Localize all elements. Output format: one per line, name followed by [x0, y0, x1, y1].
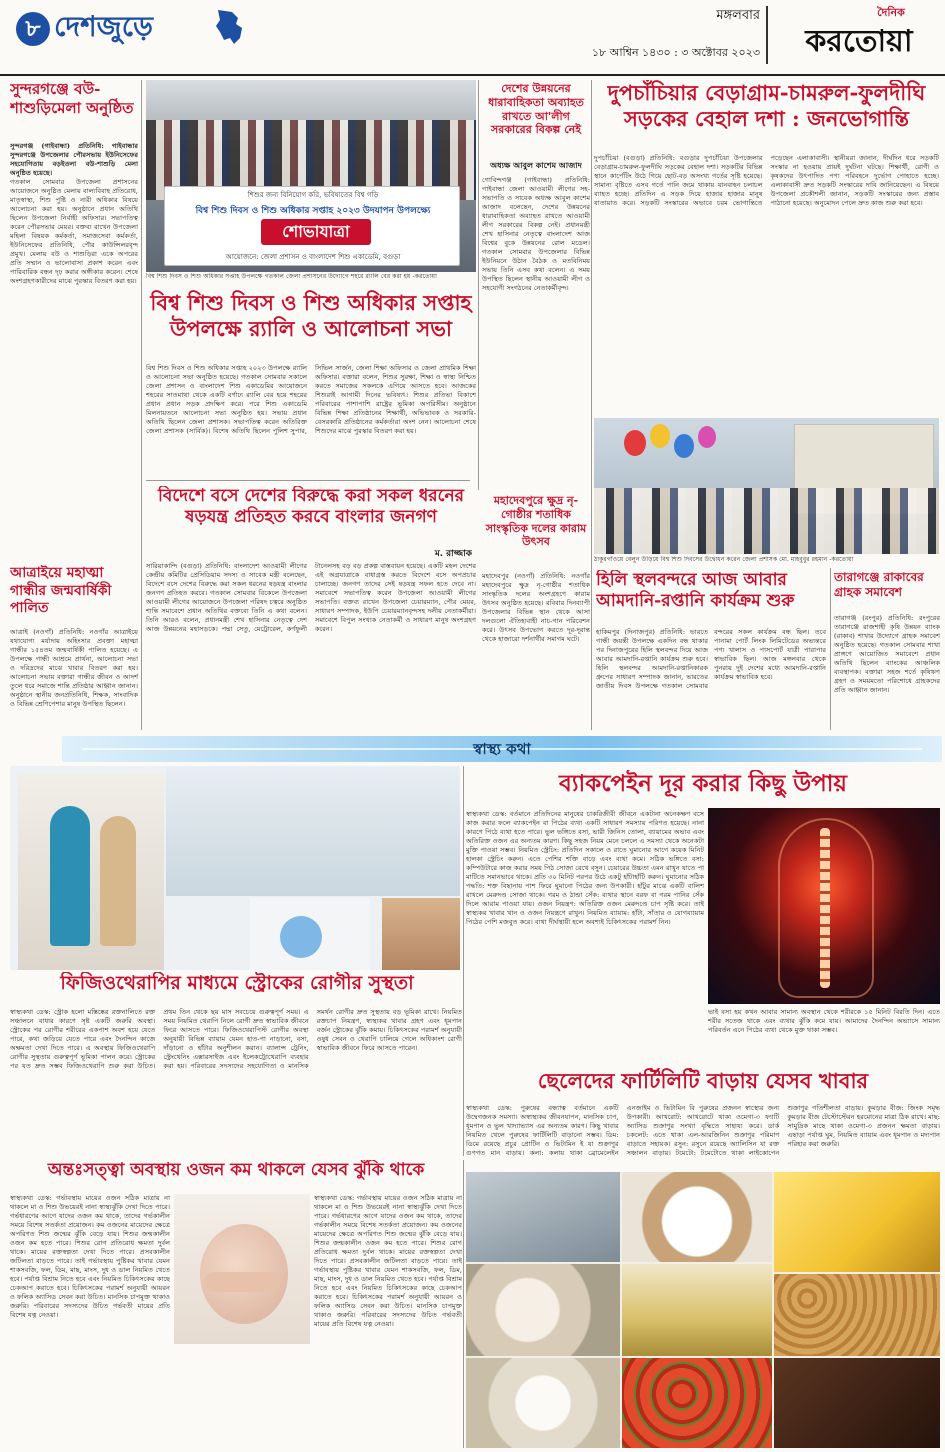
fertility-headline: ছেলেদের ফার্টিলিটি বাড়ায় যেসব খাবার [537, 1068, 869, 1093]
balloon-icon [650, 424, 670, 448]
development-byline: অধ্যক্ষ আবুল কাশেম আজাদ [490, 160, 582, 170]
sundarganj-lead: সুন্দরগঞ্জ (গাইবান্ধা) প্রতিনিধি: গাইবান্ধার সুন্দরগঞ্জে উপজেলার পৌরসভায় ইউনিসেফের সহযোগিতায় বড়ইতলা বউ-শাশুড়ি মেলা অনুষ্ঠিত হয়েছে। [10, 142, 138, 177]
banana-image [774, 1172, 940, 1272]
rally-banner [164, 186, 460, 266]
backpain-body: স্বাস্থ্যকথা ডেস্ক: বর্তমানে প্রতিদিনের মানুষের চাকরিজীবী জীবনে একটানা অনেকক্ষণ বসে কাজ করার ফলে ব্যাকপেইন বা পিঠের ব্যথা একটি সাধারণ সমস্যায় পরিণত হয়েছে। নানা কারণে পিঠে ব্যথা হতে পারে। ভুল ভঙ্গিতে বসা, ভারী জিনিস তোলা, ব্যায়ামের অভাব এবং অতিরিক্ত ওজন এর অন্যতম কারণ। কিছু সহজ নিয়ম মেনে চললে এ সমস্যা থেকে অনেকটা মুক্তি পাওয়া সম্ভব। নিয়মিত স্ট্রেচিং: প্রতিদিন সকালে ও রাতে ঘুমানোর আগে কয়েক মিনিট হালকা স্ট্রেচিং করুন। এতে পেশির শক্তি বাড়ে এবং ব্যথা কমে। সঠিক ভঙ্গিতে বসা: কম্পিউটারে কাজ করার সময় পিঠ সোজা রেখে বসুন। চেয়ারের উচ্চতা এমন রাখুন যাতে পা মাটিতে সমানভাবে থাকে। প্রতি ৩০ মিনিট পরপর উঠে একটু হাঁটাহাঁটি করুন। ঘুমানোর সঠিক পদ্ধতি: শক্ত বিছানায় পাশ ফিরে ঘুমানো পিঠের জন্য উপকারী। হাঁটুর মাঝে একটি বালিশ রাখলে মেরুদণ্ড সোজা থাকে। গরম ও ঠান্ডা সেঁক: ব্যথার স্থানে বরফ বা গরম পানির সেঁক দিলে আরাম পাওয়া যায়। ওজন নিয়ন্ত্রণ: অতিরিক্ত ওজন মেরুদণ্ডে চাপ সৃষ্টি করে। তাই স্বাস্থ্যকর খাবার খান ও ওজন নিয়ন্ত্রণে রাখুন। নিয়মিত ব্যায়াম: হাঁটা, সাঁতার ও যোগব্যায়াম পিঠের পেশি মজবুত করে। ব্যথা দীর্ঘস্থায়ী হলে অবশ্যই চিকিৎসকের পরামর্শ নিন। [466, 810, 704, 926]
conspiracy-body: সারিয়াকান্দি (বগুড়া) প্রতিনিধি: বাংলাদেশ আওয়ামী লীগের কেন্দ্রীয় কমিটির প্রেসিডিয়াম সদস্য ও সাবেক মন্ত্রী বলেছেন, বিদেশে বসে দেশের বিরুদ্ধে করা সকল ধরনের ষড়যন্ত্র বাংলার জনগণ প্রতিহত করবে। গতকাল সোমবার বিকেলে উপজেলা আওয়ামী লীগের আয়োজনে উপজেলা পরিষদ চত্বরে অনুষ্ঠিত শান্তি সমাবেশে প্রধান অতিথির বক্তব্যে তিনি এ কথা বলেন। তিনি আরও বলেন, প্রধানমন্ত্রী শেখ হাসিনার নেতৃত্বে দেশ আজ উন্নয়নের মহাসড়কে। পদ্মা সেতু, মেট্রোরেল, কর্ণফুলী টানেলসহ বড় বড় প্রকল্প বাস্তবায়ন হয়েছে। একটি মহল দেশের এই অগ্রযাত্রাকে বাধাগ্রস্ত করতে বিদেশে বসে অপপ্রচার চালাচ্ছে। জনগণ তাদের সেই ষড়যন্ত্র সফল হতে দেবে না। সমাবেশে সভাপতিত্ব করেন উপজেলা আওয়ামী লীগের সভাপতি। বক্তব্য রাখেন উপজেলা চেয়ারম্যান, পৌর মেয়র, সাধারণ সম্পাদক, ইউপি চেয়ারম্যানবৃন্দসহ দলীয় নেতাকর্মীরা। সমাবেশে বিপুল সংখ্যক নেতাকর্মী ও সাধারণ মানুষ অংশগ্রহণ করেন। [146, 562, 476, 633]
fertility-body: স্বাস্থ্যকথা ডেস্ক: পুরুষের বন্ধ্যাত্ব বর্তমানে একটি উদ্বেগজনক সমস্যা। অস্বাস্থ্যকর জীবনযাপন, মানসিক চাপ, ধূমপান ও ভুল খাদ্যাভ্যাস এর অন্যতম কারণ। কিছু খাবার নিয়মিত খেলে পুরুষের ফার্টিলিটি বাড়ানো সম্ভব। ডিম: ডিমে রয়েছে প্রচুর প্রোটিন ও ভিটামিন ই যা শুক্রাণুর গুণগত মান বাড়ায়। কলা: কলায় থাকা ব্রোমেলেইন এনজাইম ও ভিটামিন বি পুরুষের প্রজনন স্বাস্থ্যের জন্য উপকারী। আখরোট: আখরোটে থাকা ওমেগা-৩ ফ্যাটি অ্যাসিড শুক্রাণুর সংখ্যা বৃদ্ধিতে সাহায্য করে। ডার্ক চকলেট: এতে থাকা এল-আরজিনিন শুক্রাণুর পরিমাণ বাড়াতে সহায়ক। রসুন: রসুনে রয়েছে অ্যালিসিন যা রক্ত সঞ্চালন বাড়ায়। টমেটো: টমেটোতে থাকা লাইকোপেন শুক্রাণুর গতিশীলতা বাড়ায়। কুমড়ার বীজ: জিংক সমৃদ্ধ কুমড়ার বীজ টেস্টোস্টেরন হরমোনের মাত্রা ঠিক রাখে। মাছ: সামুদ্রিক মাছে থাকা ওমেগা-৩ প্রজনন ক্ষমতা বাড়ায়। এছাড়া পর্যাপ্ত ঘুম, নিয়মিত ব্যায়াম এবং ধূমপান ও মদ্যপান পরিহার করা জরুরি। [466, 1104, 940, 1157]
child-rally-body: বিশ্ব শিশু দিবস ও শিশু অধিকার সপ্তাহ ২০২৩ উপলক্ষে র‌্যালি ও আলোচনা সভা অনুষ্ঠিত হয়েছে। গতকাল সোমবার সকালে জেলা প্রশাসন ও বাংলাদেশ শিশু একাডেমির আয়োজনে শহরের সাতমাথা থেকে একটি বর্ণাঢ্য র‌্যালি বের হয়ে শহরের প্রধান প্রধান সড়ক প্রদক্ষিণ করে। পরে শিশু একাডেমি মিলনায়তনে আলোচনা সভা অনুষ্ঠিত হয়। সভায় প্রধান অতিথি ছিলেন জেলা প্রশাসক। সভাপতিত্ব করেন অতিরিক্ত জেলা প্রশাসক (সার্বিক)। বিশেষ অতিথি ছিলেন পুলিশ সুপার, সিভিল সার্জন, জেলা শিক্ষা অফিসার ও জেলা প্রাথমিক শিক্ষা অফিসার। বক্তারা বলেন, শিশুর সুরক্ষা, শিক্ষা ও স্বাস্থ্য নিশ্চিত করতে সমাজের সকলকে এগিয়ে আসতে হবে। আজকের শিশুরাই আগামী দিনের ভবিষ্যৎ। শিশুর প্রতিভা বিকাশে পরিবারের পাশাপাশি রাষ্ট্রের ভূমিকা অপরিসীম। অনুষ্ঠানে বিভিন্ন শিক্ষা প্রতিষ্ঠানের শিক্ষার্থী, অভিভাবক ও সরকারি-বেসরকারি প্রতিষ্ঠানের কর্মকর্তারা অংশ নেন। আলোচনা শেষে শিশুদের মাঝে পুরস্কার বিতরণ করা হয়। [146, 364, 476, 435]
health-section-banner [62, 736, 942, 762]
child-rally-headline: বিশ্ব শিশু দিবস ও শিশু অধিকার সপ্তাহ উপলক্ষে র‌্যালি ও আলোচনা সভা [150, 290, 472, 342]
backpain-headline: ব্যাকপেইন দূর করার কিছু উপায় [559, 770, 847, 797]
mahadebpur-body: মহাদেবপুর (নওগাঁ) প্রতিনিধি: নওগাঁর মহাদেবপুরে ক্ষুদ্র নৃ-গোষ্ঠীর শতাধিক সাংস্কৃতিক দলের অংশগ্রহণে কারাম উৎসব অনুষ্ঠিত হয়েছে। রবিবার দিনব্যাপী উপজেলার বিভিন্ন স্থান থেকে আসা দলগুলো ঐতিহ্যবাহী নাচ-গান পরিবেশন করে। উৎসব উপভোগ করতে দূর-দূরান্ত থেকে হাজারো দর্শনার্থীর সমাগম ঘটে। [482, 572, 590, 643]
balloon-caption: ঠাকুরগাঁওয়ে বেলুন উড়িয়ে বিশ্ব শিশু দিবসের উদ্বোধন করেন জেলা প্রশাসক মো. মাহবুবুর রহমান -করতোয়া [594, 556, 854, 563]
conspiracy-byline: ম. রাজ্জাক [434, 549, 472, 559]
dupchanchia-body: দুপচাঁচিয়া (বগুড়া) প্রতিনিধি: বগুড়ার দুপচাঁচিয়া উপজেলার বেড়াগ্রাম-চামরুল-ফুলদীঘি সড়কের বেহাল দশা। সড়কটির বিভিন্ন স্থানে কার্পেটিং উঠে গিয়ে ছোট-বড় অসংখ্য গর্তের সৃষ্টি হয়েছে। সামান্য বৃষ্টিতে এসব গর্তে পানি জমে থাকায় যানবাহন চলাচল ব্যাহত হচ্ছে। প্রতিদিন এ সড়ক দিয়ে হাজার হাজার মানুষ যাতায়াত করে। সড়কটি সংস্কারের অভাবে চরম ভোগান্তিতে পড়েছেন এলাকাবাসী। স্থানীয়রা জানান, দীর্ঘদিন ধরে সড়কটি সংস্কার না হওয়ায় প্রায়ই দুর্ঘটনা ঘটছে। শিক্ষার্থী, রোগী ও কৃষকদের উৎপাদিত পণ্য পরিবহনে দুর্ভোগ পোহাতে হচ্ছে। এলাকাবাসী দ্রুত সড়কটি সংস্কারের দাবি জানিয়েছেন। এ বিষয়ে উপজেলা প্রকৌশলী জানান, সড়কটি সংস্কারের জন্য প্রস্তাব পাঠানো হয়েছে। অনুমোদন পেলে দ্রুত কাজ শুরু করা হবে। [594, 154, 939, 207]
page-number: ৮ [25, 15, 41, 42]
sundarganj-headline: সুন্দরগঞ্জে বউ-শাশুড়িমেলা অনুষ্ঠিত [10, 80, 134, 117]
garlic-image [466, 1358, 620, 1448]
patient-crutches [18, 774, 164, 970]
backpain-tail: ভাই বসা হয় কখন আবার সামান্য অবস্থান থেকে শরীরকে ১৫ মিনিট বিরতি দিন। এতে শরীর সতেজ থাকে এবং ব্যথার ঝুঁকি কমে যায়। আমাদের দৈনন্দিন অভ্যাসে সামান্য পরিবর্তন এনে পিঠের ব্যথা থেকে মুক্ত থাকা সম্ভব। [708, 1008, 940, 1034]
section-rule-1 [146, 480, 470, 481]
taraganj-headline: তারাগঞ্জে রাকাবের গ্রাহক সমাবেশ [834, 570, 924, 599]
tomato-image [622, 1358, 772, 1448]
fish-image [466, 1172, 620, 1262]
pregnancy-body-right: স্বাস্থ্যকথা ডেস্ক: গর্ভাবস্থায় মায়ের ওজন সঠিক মাত্রায় না থাকলে মা ও শিশু উভয়েরই নানা স্বাস্থ্যঝুঁকি দেখা দিতে পারে। গর্ভধারণের আগে যাদের ওজন কম থাকে, তাদের গর্ভকালীন সময়ে বিশেষ সতর্কতা প্রয়োজন। কম ওজনের মায়েদের ক্ষেত্রে অপরিণত শিশু জন্মের ঝুঁকি বেড়ে যায়। শিশুর জন্মকালীন ওজন কম হতে পারে। শিশুর রোগ প্রতিরোধ ক্ষমতা দুর্বল থাকে। মায়ের রক্তস্বল্পতা দেখা দিতে পারে। প্রসবকালীন জটিলতা বাড়তে পারে। তাই গর্ভাবস্থায় পুষ্টিকর খাবার যেমন শাকসবজি, ফল, ডিম, মাছ, মাংস, দুধ ও ডাল নিয়মিত খেতে হবে। পর্যাপ্ত বিশ্রাম নিতে হবে এবং নিয়মিত চিকিৎসকের কাছে চেকআপ করাতে হবে। চিকিৎসকের পরামর্শ অনুযায়ী আয়রন ও ফলিক অ্যাসিড সেবন করা উচিত। মানসিক চাপমুক্ত থাকাও জরুরি। পরিবারের সদস্যদের উচিত গর্ভবতী মায়ের প্রতি বিশেষ যত্ন নেওয়া। [314, 1194, 462, 1328]
rally-caption: বিশ্ব শিশু দিবস ও শিশু অধিকার সপ্তাহ উপলক্ষে গতকাল জেলা প্রশাসনের উদ্যোগে শহরে র‌্যালি বের করা হয় -করতোয়া [146, 273, 437, 280]
therapist-figure [50, 806, 90, 946]
banner-slogan: শিশুর জন্য বিনিয়োগ করি, ভবিষ্যতের বিশ্ব গড়ি [247, 191, 379, 199]
yogurt-image [622, 1172, 772, 1262]
pregnancy-body-left: স্বাস্থ্যকথা ডেস্ক: গর্ভাবস্থায় মায়ের ওজন সঠিক মাত্রায় না থাকলে মা ও শিশু উভয়েরই নানা স্বাস্থ্যঝুঁকি দেখা দিতে পারে। গর্ভধারণের আগে যাদের ওজন কম থাকে, তাদের গর্ভকালীন সময়ে বিশেষ সতর্কতা প্রয়োজন। কম ওজনের মায়েদের ক্ষেত্রে অপরিণত শিশু জন্মের ঝুঁকি বেড়ে যায়। শিশুর জন্মকালীন ওজন কম হতে পারে। শিশুর রোগ প্রতিরোধ ক্ষমতা দুর্বল থাকে। মায়ের রক্তস্বল্পতা দেখা দিতে পারে। প্রসবকালীন জটিলতা বাড়তে পারে। তাই গর্ভাবস্থায় পুষ্টিকর খাবার যেমন শাকসবজি, ফল, ডিম, মাছ, মাংস, দুধ ও ডাল নিয়মিত খেতে হবে। পর্যাপ্ত বিশ্রাম নিতে হবে এবং নিয়মিত চিকিৎসকের কাছে চেকআপ করাতে হবে। চিকিৎসকের পরামর্শ অনুযায়ী আয়রন ও ফলিক অ্যাসিড সেবন করা উচিত। মানসিক চাপমুক্ত থাকাও জরুরি। পরিবারের সদস্যদের উচিত গর্ভবতী মায়ের প্রতি বিশেষ যত্ন নেওয়া। [10, 1194, 170, 1319]
banner-event: বিশ্ব শিশু দিবস ও শিশু অধিকার সপ্তাহ ২০২৩ উদযাপন উপলক্ষ্যে [195, 206, 431, 216]
rally-photo [146, 80, 476, 272]
paper-name-logo: করতোয়া [805, 24, 913, 59]
gandhi-headline: আত্রাইয়ে মহাত্মা গান্ধীর জন্মবার্ষিকী পালিত [10, 565, 112, 616]
section-title: দেশজুড়ে [54, 10, 153, 43]
column-rule [463, 766, 464, 1156]
taraganj-body: তারাগঞ্জ (রংপুর) প্রতিনিধি: রংপুরের তারাগঞ্জে রাজশাহী কৃষি উন্নয়ন ব্যাংক (রাকাব) শাখার উদ্যোগে গ্রাহক সমাবেশ অনুষ্ঠিত হয়েছে। গতকাল সোমবার শাখা প্রাঙ্গণে আয়োজিত সমাবেশে প্রধান অতিথি ছিলেন ব্যাংকের আঞ্চলিক ব্যবস্থাপক। বক্তারা সহজ শর্তে কৃষিঋণ গ্রহণ ও সময়মতো পরিশোধে গ্রাহকদের প্রতি আহ্বান জানান। [834, 614, 940, 694]
masthead-divider [766, 6, 768, 64]
column-rule [463, 1160, 464, 1448]
development-body: গোবিন্দগঞ্জ (গাইবান্ধা) প্রতিনিধি: গাইবান্ধা জেলা আওয়ামী লীগের সহ-সভাপতি ও সাবেক অধ্যক্ষ আবুল কাশেম আজাদ বলেছেন, দেশের উন্নয়নের ধারাবাহিকতা অব্যাহত রাখতে আওয়ামী লীগ সরকারের বিকল্প নেই। প্রধানমন্ত্রী শেখ হাসিনার নেতৃত্বে বাংলাদেশ আজ বিশ্বের বুকে উন্নয়নের রোল মডেল। গতকাল সোমবার উপজেলার বিভিন্ন ইউনিয়নে উঠান বৈঠক ও মতবিনিময় সভায় তিনি এসব কথা বলেন। এ সময় উপস্থিত ছিলেন স্থানীয় আওয়ামী লীগ ও সহযোগী সংগঠনের নেতাকর্মীবৃন্দ। [482, 176, 590, 292]
hands-shape [204, 1272, 280, 1292]
pregnancy-photo [174, 1194, 310, 1344]
physio-photo-collage [10, 766, 460, 970]
page-number-badge [16, 12, 50, 46]
hili-body: হাকিমপুর (দিনাজপুর) প্রতিনিধি: ভারতে গান্ধী জয়ন্তী উপলক্ষে একদিন বন্ধ থাকার পর দিনাজপুরের হিলি স্থলবন্দর দিয়ে আজ আবার আমদানি-রপ্তানি কার্যক্রম শুরু হবে। হিলি স্থলবন্দর আমদানি-রপ্তানিকারক গ্রুপের সাধারণ সম্পাদক জানান, ভারতের জাতীয় দিবস উপলক্ষে গতকাল সোমবার বন্দরের সকল কার্যক্রম বন্ধ ছিল। তবে পানামা পোর্ট লিংক লিমিটেডের অভ্যন্তরে পণ্য খালাস ও পাসপোর্ট যাত্রী পারাপার স্বাভাবিক ছিল। আজ মঙ্গলবার থেকে পুনরায় দুই দেশের মধ্যে আমদানি-রপ্তানি কার্যক্রম স্বাভাবিক হবে। [596, 628, 826, 690]
masthead [0, 0, 945, 78]
patient-figure [100, 816, 136, 946]
backpain-body-continued [466, 1012, 704, 1070]
body-outline [778, 818, 874, 998]
paper-small-label: দৈনিক [877, 6, 905, 19]
development-headline: দেশের উন্নয়নের ধারাবাহিকতা অব্যাহত রাখতে আ'লীগ সরকারের বিকল্প নেই [488, 82, 584, 137]
day-label: মঙ্গলবার [716, 8, 760, 23]
date-label: ১৮ আশ্বিন ১৪৩০ : ৩ অক্টোবর ২০২৩ [591, 46, 760, 59]
people [594, 488, 939, 554]
nuts-image [774, 1274, 940, 1356]
column-rule [591, 80, 592, 730]
dupchanchia-headline: দুপচাঁচিয়ার বেড়াগ্রাম-চামরুল-ফুলদীঘি সড়কের বেহাল দশা : জনভোগান্তি [607, 80, 926, 132]
mushroom-image [466, 1264, 620, 1356]
conspiracy-headline: বিদেশে বসে দেশের বিরুদ্ধে করা সকল ধরনের ষড়যন্ত্র প্রতিহত করবে বাংলার জনগণ [158, 486, 464, 528]
balloon-icon [624, 430, 646, 456]
oil-image [622, 1264, 772, 1356]
column-rule [478, 80, 479, 490]
mahadebpur-headline: মহাদেবপুরে ক্ষুদ্র নৃ-গোষ্ঠীর শতাধিক সাংস্কৃতিক দলের কারাম উৎসব [485, 494, 587, 549]
spine-pain-graphic [708, 808, 940, 1004]
physio-headline: ফিজিওথেরাপির মাধ্যমে স্ট্রোকের রোগীর সুস্থতা [60, 972, 414, 994]
health-section-title: স্বাস্থ্য কথা [473, 740, 531, 758]
bangladesh-map-icon [212, 8, 246, 46]
balloon-event-photo [594, 418, 939, 554]
gandhi-body: আত্রাই (নওগাঁ) প্রতিনিধি: নওগাঁর আত্রাইয়ে যথাযোগ্য মর্যাদায় অহিংসার প্রবক্তা মহাত্মা গান্ধীর ১৫৪তম জন্মবার্ষিকী পালিত হয়েছে। এ উপলক্ষে গান্ধী আশ্রমে প্রার্থনা, আলোচনা সভা ও দরিদ্রদের মাঝে খাবার বিতরণ করা হয়। আলোচনা সভায় বক্তারা গান্ধীর জীবন ও আদর্শ তুলে ধরে সমাজে শান্তি প্রতিষ্ঠার আহ্বান জানান। অনুষ্ঠানে স্থানীয় জনপ্রতিনিধি, শিক্ষক, সাংবাদিক ও বিভিন্ন শ্রেণিপেশার মানুষ উপস্থিত ছিলেন। [10, 628, 138, 708]
banner-org: আয়োজনে: জেলা প্রশাসন ও বাংলাদেশ শিশু একাডেমি, বগুড়া [225, 253, 401, 261]
masthead-bottom-rule [0, 74, 945, 76]
pregnancy-headline: অন্তঃসত্ত্বা অবস্থায় ওজন কম থাকলে যেসব ঝুঁকি থাকে [47, 1160, 425, 1180]
physio-body: স্বাস্থ্যকথা ডেস্ক: স্ট্রোক হলো মস্তিষ্কের রক্তনালিতে রক্ত সঞ্চালনে বাধার কারণে সৃষ্ট একটি জরুরি অবস্থা। স্ট্রোকের পর রোগীর শরীরের একপাশ অবশ হয়ে যেতে পারে, কথা জড়িয়ে যেতে পারে এবং দৈনন্দিন কাজে অক্ষমতা দেখা দিতে পারে। এ অবস্থায় ফিজিওথেরাপি রোগীর সুস্থতায় গুরুত্বপূর্ণ ভূমিকা পালন করে। স্ট্রোকের পর যত দ্রুত সম্ভব ফিজিওথেরাপি শুরু করা উচিত। প্রথম তিন থেকে ছয় মাস সবচেয়ে গুরুত্বপূর্ণ সময়। এ সময় নিয়মিত থেরাপি নিলে রোগী দ্রুত স্বাভাবিক জীবনে ফিরে আসতে পারে। ফিজিওথেরাপিস্ট রোগীর অবস্থা অনুযায়ী বিভিন্ন ব্যায়াম যেমন হাত-পা নাড়ানো, বসা, দাঁড়ানো ও হাঁটার অনুশীলন করান। ব্যালান্স ট্রেনিং, স্ট্রেংথেনিং এক্সারসাইজ এবং ইলেকট্রোথেরাপি ব্যবহার করা হয়। পরিবারের সদস্যদের সহযোগিতা ও মানসিক সমর্থন রোগীর দ্রুত সুস্থতায় বড় ভূমিকা রাখে। নিয়মিত রক্তচাপ নিয়ন্ত্রণ, স্বাস্থ্যকর খাবার গ্রহণ এবং ধূমপান বর্জন স্ট্রোকের ঝুঁকি কমায়। চিকিৎসকের পরামর্শ অনুযায়ী ওষুধ সেবন ও থেরাপি চালিয়ে গেলে অধিকাংশ রোগী স্বাভাবিক জীবনে ফিরে আসতে পারেন। [10, 1008, 462, 1070]
clinic-room [166, 766, 460, 896]
hili-headline: হিলি স্থলবন্দরে আজ আবার আমদানি-রপ্তানি কার্যক্রম শুরু [596, 570, 795, 612]
banner-title: শোভাযাত্রা [282, 222, 350, 241]
pregnancy-caption [174, 1348, 310, 1446]
leg-closeup [382, 898, 460, 970]
column-rule [830, 568, 831, 730]
fertility-food-collage [466, 1172, 940, 1448]
sundarganj-body: গতকাল সোমবার উপজেলা প্রশাসনের আয়োজনে অনুষ্ঠিত মেলায় বাল্যবিবাহ প্রতিরোধ, মাতৃস্বাস্থ্য, শিশু পুষ্টি ও নারী অধিকার বিষয়ে আলোচনা করা হয়। অনুষ্ঠানে প্রধান অতিথি ছিলেন উপজেলা নির্বাহী অফিসার। সভাপতিত্ব করেন পৌরসভার মেয়র। বক্তব্য রাখেন উপজেলা মহিলা বিষয়ক কর্মকর্তা, সমাজসেবা কর্মকর্তা, ইউনিসেফের প্রতিনিধি, পৌর কাউন্সিলরবৃন্দ প্রমুখ। মেলায় বউ ও শাশুড়িরা একে অপরের প্রতি সম্মান ও ভালোবাসা প্রকাশ করেন এবং পারিবারিক বন্ধন দৃঢ় করার অঙ্গীকার করেন। শেষে অংশগ্রহণকারীদের মাঝে পুরস্কার বিতরণ করা হয়। [10, 178, 138, 285]
gym-ball-icon [280, 916, 322, 958]
chocolate-image [774, 1358, 940, 1448]
column-rule [141, 80, 142, 730]
balloon-icon [698, 426, 716, 448]
balloon-icon [674, 434, 694, 458]
